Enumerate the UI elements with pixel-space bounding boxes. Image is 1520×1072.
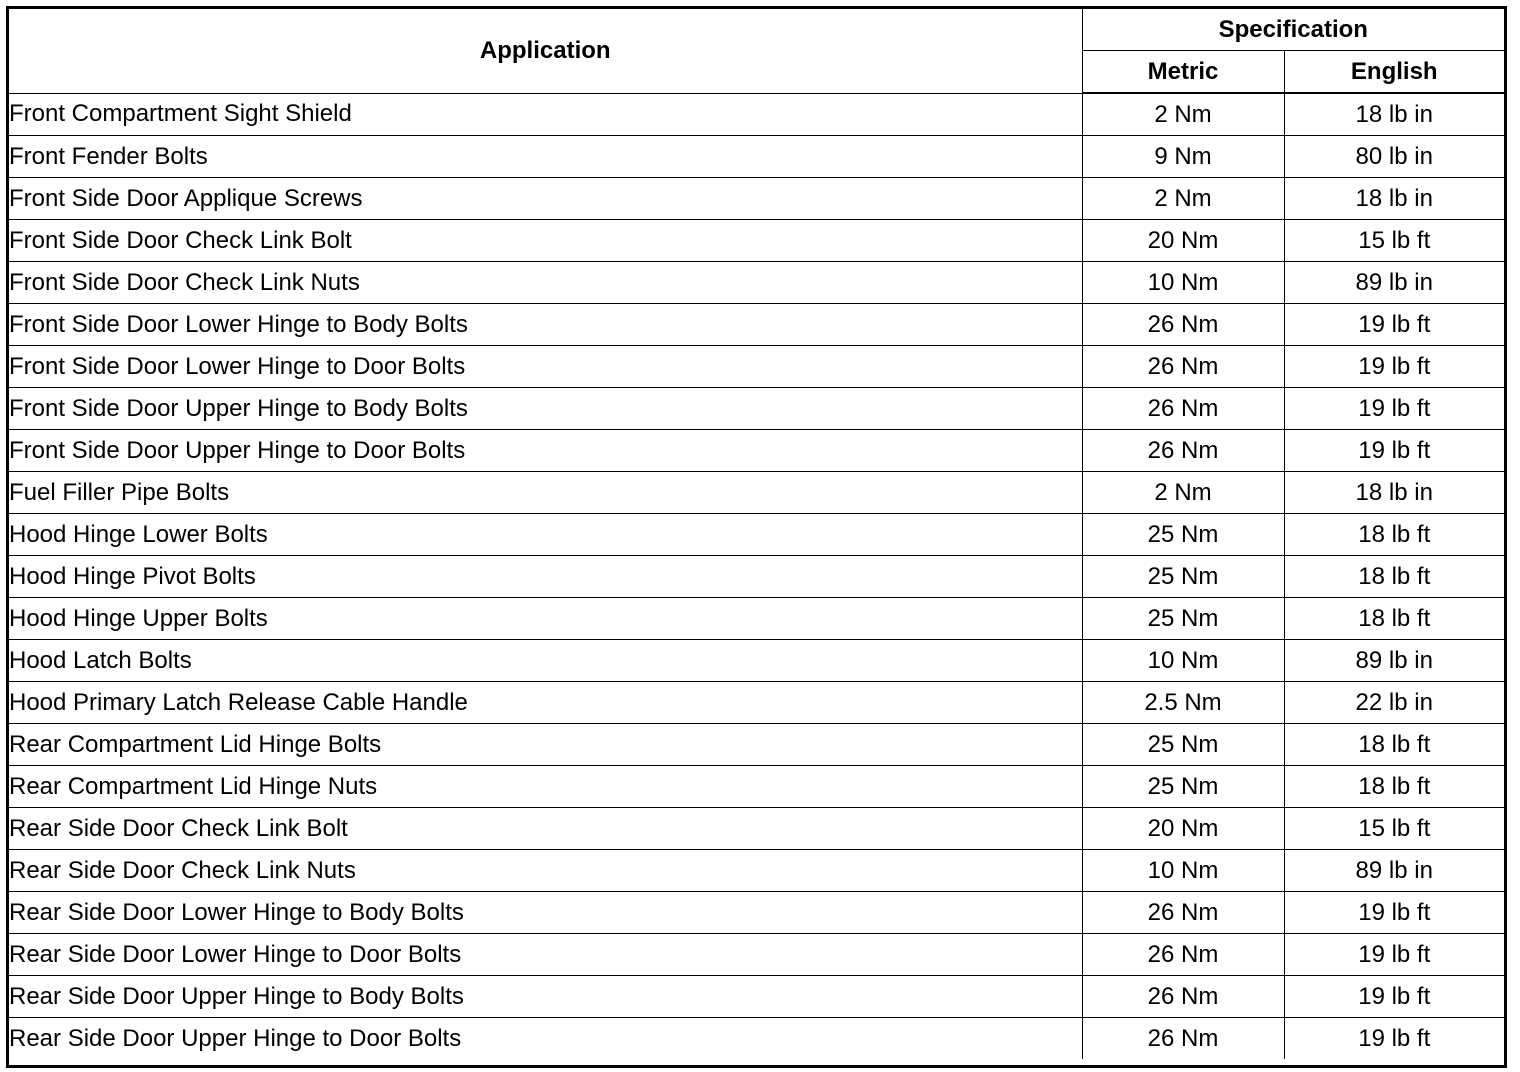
metric-cell: 9 Nm [1082,136,1284,178]
metric-cell: 10 Nm [1082,640,1284,682]
application-cell: Rear Side Door Check Link Nuts [9,850,1082,892]
application-cell: Front Side Door Upper Hinge to Door Bolts [9,430,1082,472]
table-row [9,430,1504,472]
application-cell: Front Side Door Applique Screws [9,178,1082,220]
metric-cell: 26 Nm [1082,1018,1284,1060]
application-cell: Front Side Door Lower Hinge to Body Bolts [9,304,1082,346]
metric-cell: 25 Nm [1082,514,1284,556]
fastener-spec-table-frame [6,6,1507,1068]
metric-cell: 2 Nm [1082,93,1284,136]
table-row [9,388,1504,430]
application-cell: Rear Side Door Upper Hinge to Door Bolts [9,1018,1082,1060]
application-cell: Hood Latch Bolts [9,640,1082,682]
english-cell: 18 lb in [1284,472,1504,514]
application-cell: Hood Hinge Upper Bolts [9,598,1082,640]
table-row [9,136,1504,178]
table-row [9,682,1504,724]
table-row [9,178,1504,220]
metric-cell: 25 Nm [1082,598,1284,640]
header-row-top [9,9,1504,51]
table-row [9,346,1504,388]
table-row [9,472,1504,514]
application-cell: Rear Side Door Check Link Bolt [9,808,1082,850]
application-cell: Rear Side Door Lower Hinge to Door Bolts [9,934,1082,976]
metric-cell: 26 Nm [1082,976,1284,1018]
application-cell: Rear Side Door Lower Hinge to Body Bolts [9,892,1082,934]
specification-column-header: Specification [1082,9,1504,51]
table-row [9,934,1504,976]
table-header [9,9,1504,93]
table-row [9,808,1504,850]
table-row [9,766,1504,808]
english-cell: 19 lb ft [1284,346,1504,388]
english-cell: 19 lb ft [1284,934,1504,976]
application-cell: Rear Compartment Lid Hinge Nuts [9,766,1082,808]
table-row [9,598,1504,640]
english-cell: 18 lb in [1284,93,1504,136]
table-row [9,93,1504,136]
table-row [9,514,1504,556]
application-column-header: Application [9,9,1082,93]
table-row [9,304,1504,346]
english-cell: 89 lb in [1284,850,1504,892]
application-cell: Rear Compartment Lid Hinge Bolts [9,724,1082,766]
table-row [9,850,1504,892]
english-cell: 89 lb in [1284,262,1504,304]
metric-cell: 26 Nm [1082,934,1284,976]
table-row [9,220,1504,262]
fastener-spec-table [9,9,1504,1059]
table-row [9,976,1504,1018]
metric-cell: 26 Nm [1082,430,1284,472]
english-cell: 19 lb ft [1284,976,1504,1018]
table-row [9,1018,1504,1060]
application-cell: Front Side Door Lower Hinge to Door Bolts [9,346,1082,388]
english-cell: 19 lb ft [1284,892,1504,934]
metric-cell: 25 Nm [1082,766,1284,808]
metric-cell: 20 Nm [1082,808,1284,850]
metric-cell: 25 Nm [1082,724,1284,766]
metric-column-header: Metric [1082,51,1284,94]
metric-cell: 2.5 Nm [1082,682,1284,724]
table-row [9,724,1504,766]
metric-cell: 10 Nm [1082,850,1284,892]
metric-cell: 25 Nm [1082,556,1284,598]
english-column-header: English [1284,51,1504,94]
english-cell: 15 lb ft [1284,808,1504,850]
metric-cell: 26 Nm [1082,892,1284,934]
english-cell: 18 lb ft [1284,556,1504,598]
table-row [9,556,1504,598]
table-row [9,640,1504,682]
application-cell: Front Compartment Sight Shield [9,93,1082,136]
application-cell: Hood Hinge Lower Bolts [9,514,1082,556]
english-cell: 15 lb ft [1284,220,1504,262]
application-cell: Front Side Door Upper Hinge to Body Bolts [9,388,1082,430]
application-cell: Hood Primary Latch Release Cable Handle [9,682,1082,724]
english-cell: 89 lb in [1284,640,1504,682]
metric-cell: 26 Nm [1082,304,1284,346]
application-cell: Hood Hinge Pivot Bolts [9,556,1082,598]
english-cell: 18 lb ft [1284,724,1504,766]
application-cell: Fuel Filler Pipe Bolts [9,472,1082,514]
application-cell: Front Side Door Check Link Nuts [9,262,1082,304]
table-row [9,892,1504,934]
metric-cell: 26 Nm [1082,388,1284,430]
english-cell: 18 lb in [1284,178,1504,220]
metric-cell: 26 Nm [1082,346,1284,388]
english-cell: 19 lb ft [1284,1018,1504,1060]
english-cell: 19 lb ft [1284,388,1504,430]
english-cell: 18 lb ft [1284,598,1504,640]
metric-cell: 10 Nm [1082,262,1284,304]
application-cell: Rear Side Door Upper Hinge to Body Bolts [9,976,1082,1018]
application-cell: Front Fender Bolts [9,136,1082,178]
metric-cell: 20 Nm [1082,220,1284,262]
metric-cell: 2 Nm [1082,178,1284,220]
english-cell: 80 lb in [1284,136,1504,178]
english-cell: 22 lb in [1284,682,1504,724]
application-cell: Front Side Door Check Link Bolt [9,220,1082,262]
english-cell: 19 lb ft [1284,430,1504,472]
metric-cell: 2 Nm [1082,472,1284,514]
english-cell: 18 lb ft [1284,766,1504,808]
english-cell: 18 lb ft [1284,514,1504,556]
table-row [9,262,1504,304]
table-body [9,93,1504,1059]
english-cell: 19 lb ft [1284,304,1504,346]
